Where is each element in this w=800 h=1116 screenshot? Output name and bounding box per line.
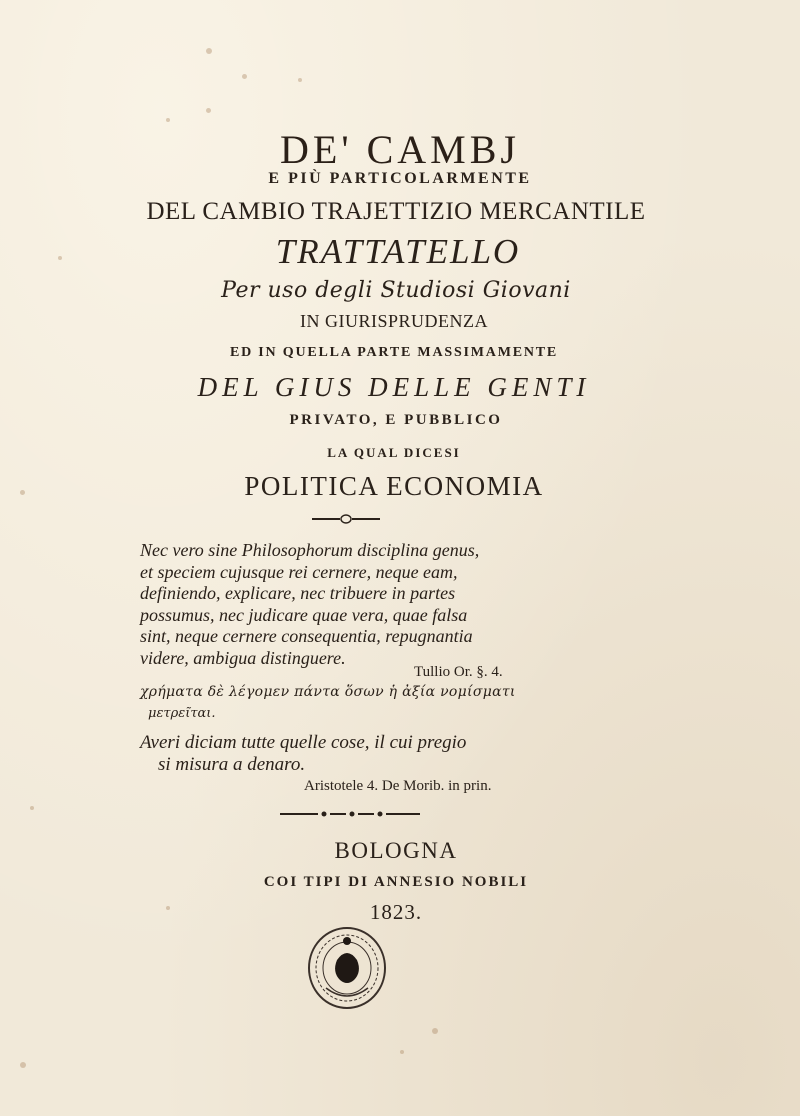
political-economy-line: POLITICA ECONOMIA [244, 471, 544, 501]
foxing-spot [166, 118, 170, 122]
foxing-spot [400, 1050, 404, 1054]
field-line: IN GIURISPRUDENZA [300, 311, 488, 331]
law-of-nations-line: DEL GIUS DELLE GENTI [197, 372, 591, 402]
imprint-printer: COI TIPI DI ANNESIO NOBILI [263, 874, 529, 890]
foxing-spot [206, 48, 212, 54]
epigraph-line: sint, neque cernere consequentia, repugnantia [140, 626, 473, 646]
foxing-spot [20, 1062, 26, 1068]
latin-epigraph [140, 540, 560, 669]
aristotle-source: Aristotele 4. De Morib. in prin. [304, 778, 492, 794]
foxing-spot [432, 1028, 438, 1034]
foxing-spot [30, 806, 34, 810]
epigraph-line: possumus, nec judicare quae vera, quae falsa [140, 604, 468, 625]
imprint-city: BOLOGNA [334, 838, 458, 863]
subtitle-line-1: E PIÙ PARTICOLARMENTE [268, 170, 532, 187]
greek-quote-line-2: μετρεῖται. [148, 706, 216, 721]
foxing-spot [242, 74, 247, 79]
ornamental-rule-icon [278, 808, 422, 820]
imprint-year: 1823. [369, 900, 423, 924]
latin-source: Tullio Or. §. 4. [414, 664, 503, 680]
epigraph-line: Nec vero sine Philosophorum disciplina genus, [140, 540, 480, 560]
scope-line: ED IN QUELLA PARTE MASSIMAMENTE [229, 345, 559, 360]
foxing-spot [298, 78, 302, 82]
epigraph-line: videre, ambigua distinguere. [140, 647, 346, 668]
genre-heading: TRATTATELLO [275, 232, 521, 271]
purpose-line: Per uso degli Studiosi Giovani [221, 278, 571, 303]
book-title: DE' CAMBJ [280, 127, 520, 172]
ornamental-rule-icon [310, 512, 382, 526]
subtitle-line-2: DEL CAMBIO TRAJETTIZIO MERCANTILE [146, 198, 646, 225]
library-stamp-icon [304, 924, 390, 1014]
epigraph-line: definiendo, explicare, nec tribuere in partes [140, 583, 456, 603]
greek-quote-line-1: χρήματα δὲ λέγομεν πάντα ὅσων ἡ ἀξία νομίσματι [140, 684, 516, 700]
epigraph-line: et speciem cujusque rei cernere, neque eam, [140, 561, 458, 582]
called-line: LA QUAL DICESI [327, 445, 461, 460]
italian-quote-line-1: Averi diciam tutte quelle cose, il cui pregio [140, 732, 467, 753]
italian-quote-line-2: si misura a denaro. [158, 754, 306, 775]
foxing-spot [206, 108, 211, 113]
private-public-line: PRIVATO, E PUBBLICO [289, 412, 503, 428]
